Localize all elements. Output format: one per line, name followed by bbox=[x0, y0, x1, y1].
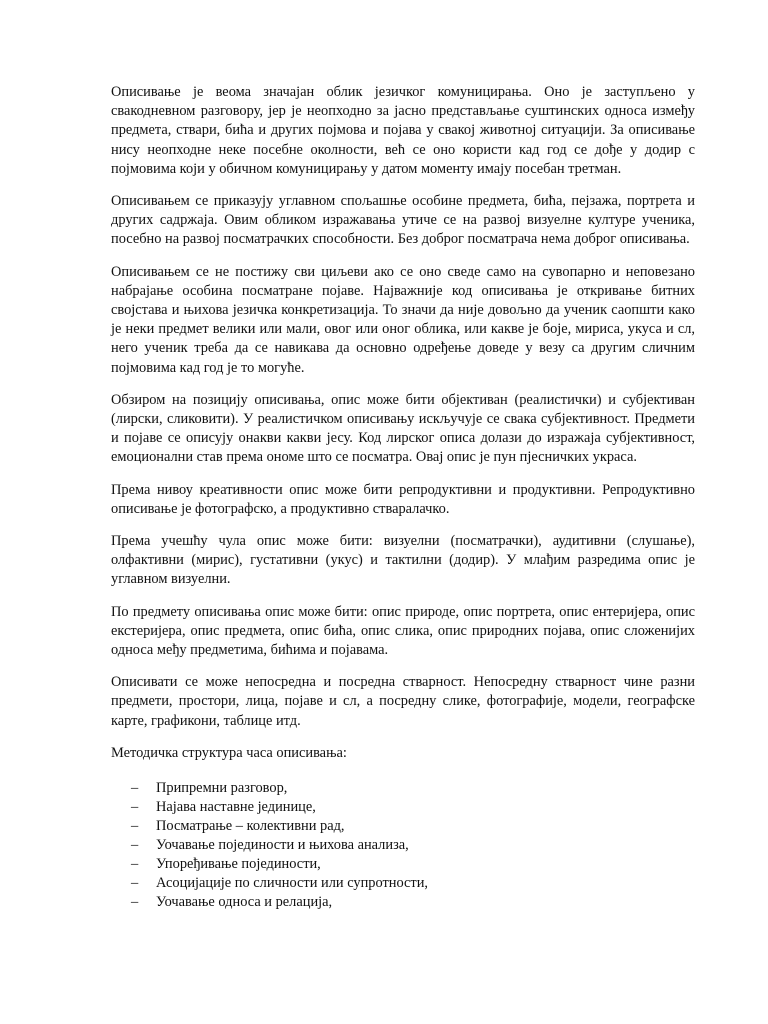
list-item bbox=[111, 874, 695, 893]
list-item-text: Посматрање – колективни рад, bbox=[156, 818, 345, 835]
dash-marker: – bbox=[131, 837, 139, 854]
document-page bbox=[111, 83, 695, 912]
list-item bbox=[111, 817, 695, 836]
list-item bbox=[111, 779, 695, 798]
dash-marker: – bbox=[131, 875, 139, 892]
list-item-text: Најава наставне јединице, bbox=[156, 799, 316, 816]
paragraph-objective-subjective: Обзиром на позицију описивања, опис може бити објективан (реалистички) и субјективан (лирски, сликовити). У реалистичком описивању искључује се свака субјективност. Предмети и појаве се описују онакви какви јесу. Код лирског описа долази до изражаја субјективност, емоционални став према ономе што се посматра. Овај опис је пун пјесничких украса. bbox=[111, 391, 695, 466]
list-item-text: Припремни разговор, bbox=[156, 780, 288, 797]
structure-list bbox=[111, 779, 695, 912]
dash-marker: – bbox=[131, 856, 139, 873]
dash-marker: – bbox=[131, 799, 139, 816]
list-item bbox=[111, 855, 695, 874]
list-item bbox=[111, 893, 695, 912]
paragraph-subject-types: По предмету описивања опис може бити: опис природе, опис портрета, опис ентеријера, опис екстеријера, опис предмета, опис бића, опис слика, опис природних појава, опис сложенијих односа међу предметима, бићима и појавама. bbox=[111, 603, 695, 659]
list-item-text: Асоцијације по сличности или супротности, bbox=[156, 875, 429, 892]
dash-marker: – bbox=[131, 818, 139, 835]
dash-marker: – bbox=[131, 780, 139, 797]
paragraph-external-features: Описивањем се приказују углавном спољашње особине предмета, бића, пејзажа, портрета и других садржаја. Овим обликом изражавања утиче се на развој визуелне културе ученика, посебно на развој посматрачких способности. Без доброг посматрача нема доброг описивања. bbox=[111, 193, 695, 248]
paragraph-reality: Описивати се може непосредна и посредна стварност. Непосредну стварност чине разни предмети, простори, лица, појаве и сл, а посредну слике, фотографије, модели, географске карте, графикони, таблице итд. bbox=[111, 674, 695, 729]
list-item bbox=[111, 836, 695, 855]
structure-heading: Методичка структура часа описивања: bbox=[111, 744, 347, 761]
paragraph-creativity-level: Према нивоу креативности опис може бити репродуктивни и продуктивни. Репродуктивно описивање је фотографско, а продуктивно стваралачко. bbox=[111, 481, 695, 517]
paragraph-intro: Описивање је веома значајан облик језичког комуницирања. Оно је заступљено у свакодневном разговору, јер је неопходно за јасно представљање суштинских односа између предмета, ствари, бића и других појмова и појава у свакој животној ситуацији. За описивање нису неопходне неке посебне околности, већ се оно користи кад год се дође у додир с појмовима који у обичном комуницирању у датом моменту имају посебан третман. bbox=[111, 84, 695, 177]
paragraph-goals: Описивањем се не постижу сви циљеви ако се оно сведе само на сувопарно и неповезано набрајање особина посматране појаве. Најважније код описивања је откривање битних својстава и њихова језичка конкретизација. То значи да није довољно да ученик саопшти како је неки предмет велики или мали, овог или оног облика, или какве је боје, мириса, укуса и сл, него ученик треба да се навикава да основно одређење доведе у везу са другим сличним појмовима кад год је то могуће. bbox=[111, 263, 695, 376]
paragraph-senses: Према учешћу чула опис може бити: визуелни (посматрачки), аудитивни (слушање), олфактивни (мирис), густативни (укус) и тактилни (додир). У млађим разредима опис је углавном визуелни. bbox=[111, 533, 695, 588]
list-item-text: Уочавање односа и релација, bbox=[156, 894, 333, 911]
list-item bbox=[111, 798, 695, 817]
dash-marker: – bbox=[131, 894, 139, 911]
list-item-text: Упоређивање појединости, bbox=[156, 856, 321, 873]
list-item-text: Уочавање појединости и њихова анализа, bbox=[156, 837, 409, 854]
